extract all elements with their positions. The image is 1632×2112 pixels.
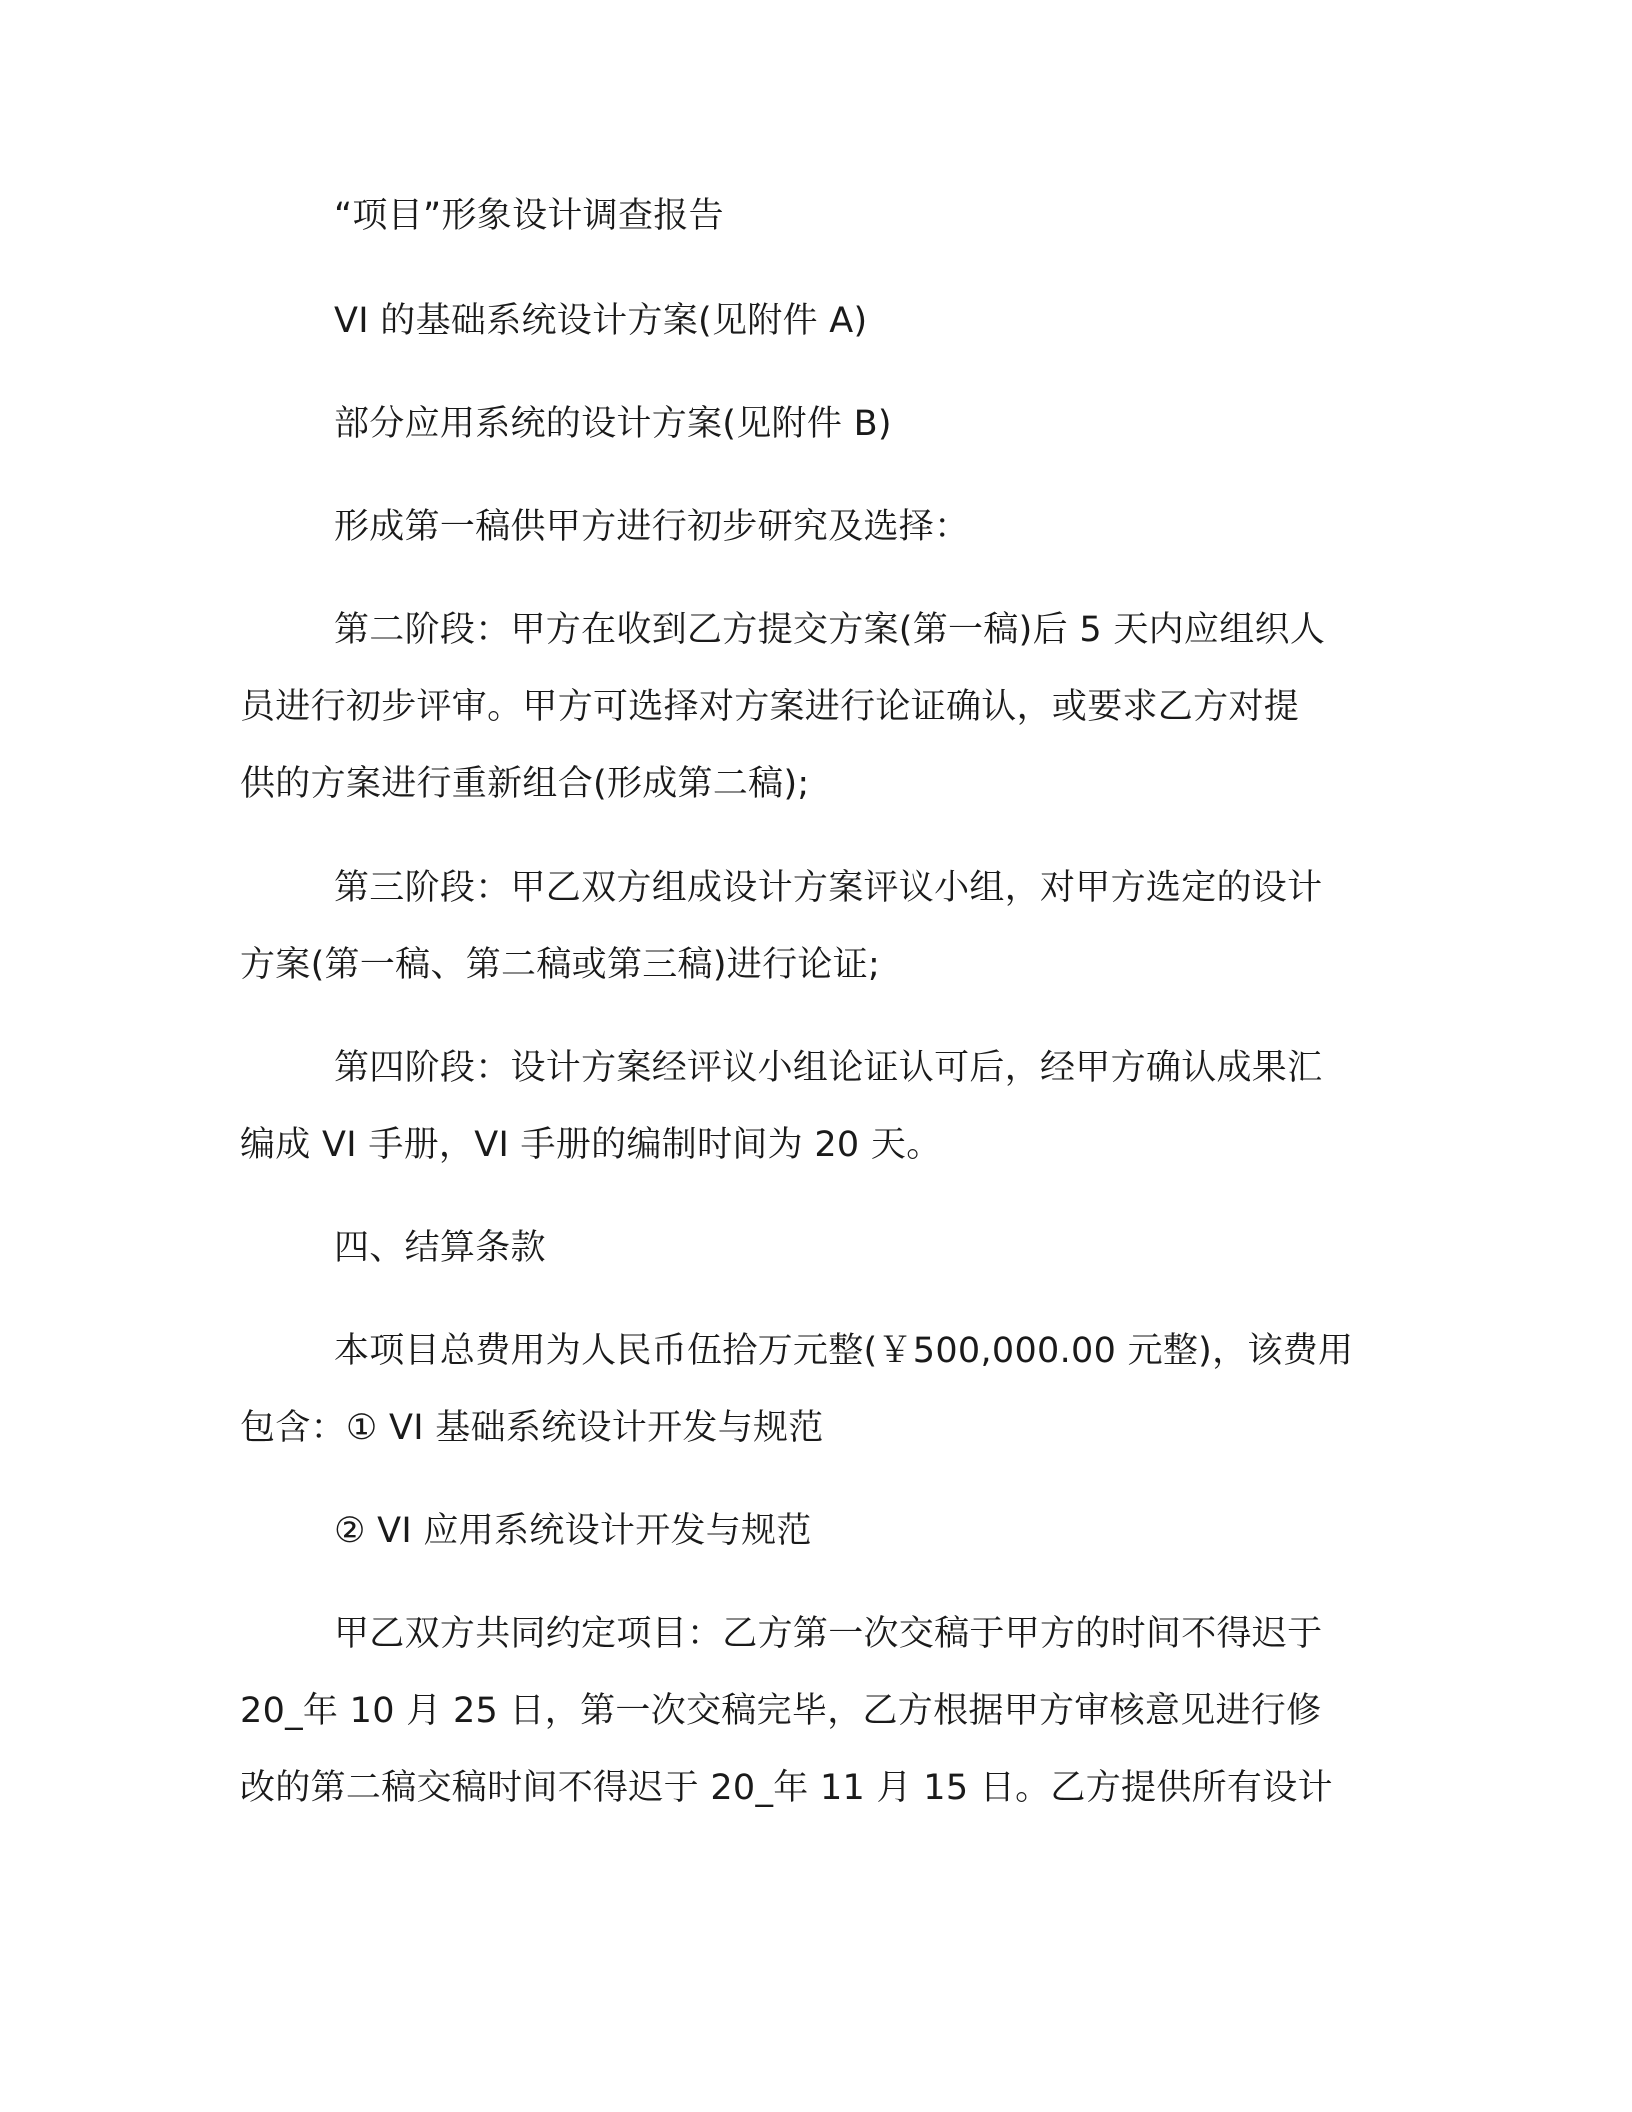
text-line: VI 的基础系统设计方案(见附件 A) <box>334 301 868 341</box>
text-line: 包含：① VI 基础系统设计开发与规范 <box>240 1408 824 1448</box>
paragraph-stage-two <box>240 592 1385 823</box>
text-line: 员进行初步评审。甲方可选择对方案进行论证确认，或要求乙方对提 <box>240 687 1300 727</box>
text-line: 改的第二稿交稿时间不得迟于 20_年 11 月 15 日。乙方提供所有设计 <box>240 1768 1333 1808</box>
text-line: 第三阶段：甲乙双方组成设计方案评议小组，对甲方选定的设计 <box>334 868 1323 908</box>
paragraph-vi-application <box>240 1493 1385 1570</box>
text-line: 甲乙双方共同约定项目：乙方第一次交稿于甲方的时间不得迟于 <box>334 1614 1323 1654</box>
paragraph-stage-four <box>240 1030 1385 1184</box>
text-line: 20_年 10 月 25 日，第一次交稿完毕，乙方根据甲方审核意见进行修 <box>240 1691 1322 1731</box>
section-heading-settlement <box>240 1210 1385 1287</box>
paragraph-survey-report <box>240 178 1385 255</box>
text-line: 方案(第一稿、第二稿或第三稿)进行论证; <box>240 945 881 985</box>
text-line: 部分应用系统的设计方案(见附件 B) <box>334 404 892 444</box>
text-line: 第四阶段：设计方案经评议小组论证认可后，经甲方确认成果汇 <box>334 1048 1323 1088</box>
text-line: 供的方案进行重新组合(形成第二稿); <box>240 764 810 804</box>
paragraph-vi-basic-system <box>240 283 1385 360</box>
text-line: 本项目总费用为人民币伍拾万元整(￥500,000.00 元整)，该费用 <box>334 1331 1354 1371</box>
paragraph-stage-three <box>240 850 1385 1004</box>
paragraph-application-system <box>240 386 1385 463</box>
text-line: 形成第一稿供甲方进行初步研究及选择： <box>334 507 970 547</box>
paragraph-first-draft <box>240 489 1385 566</box>
text-line: ② VI 应用系统设计开发与规范 <box>334 1511 812 1551</box>
text-line: “项目”形象设计调查报告 <box>334 196 724 236</box>
text-line: 四、结算条款 <box>334 1228 546 1268</box>
paragraph-total-fee <box>240 1313 1385 1467</box>
text-line: 编成 VI 手册，VI 手册的编制时间为 20 天。 <box>240 1125 942 1165</box>
text-line: 第二阶段：甲方在收到乙方提交方案(第一稿)后 5 天内应组织人 <box>334 610 1326 650</box>
paragraph-schedule <box>240 1596 1385 1827</box>
